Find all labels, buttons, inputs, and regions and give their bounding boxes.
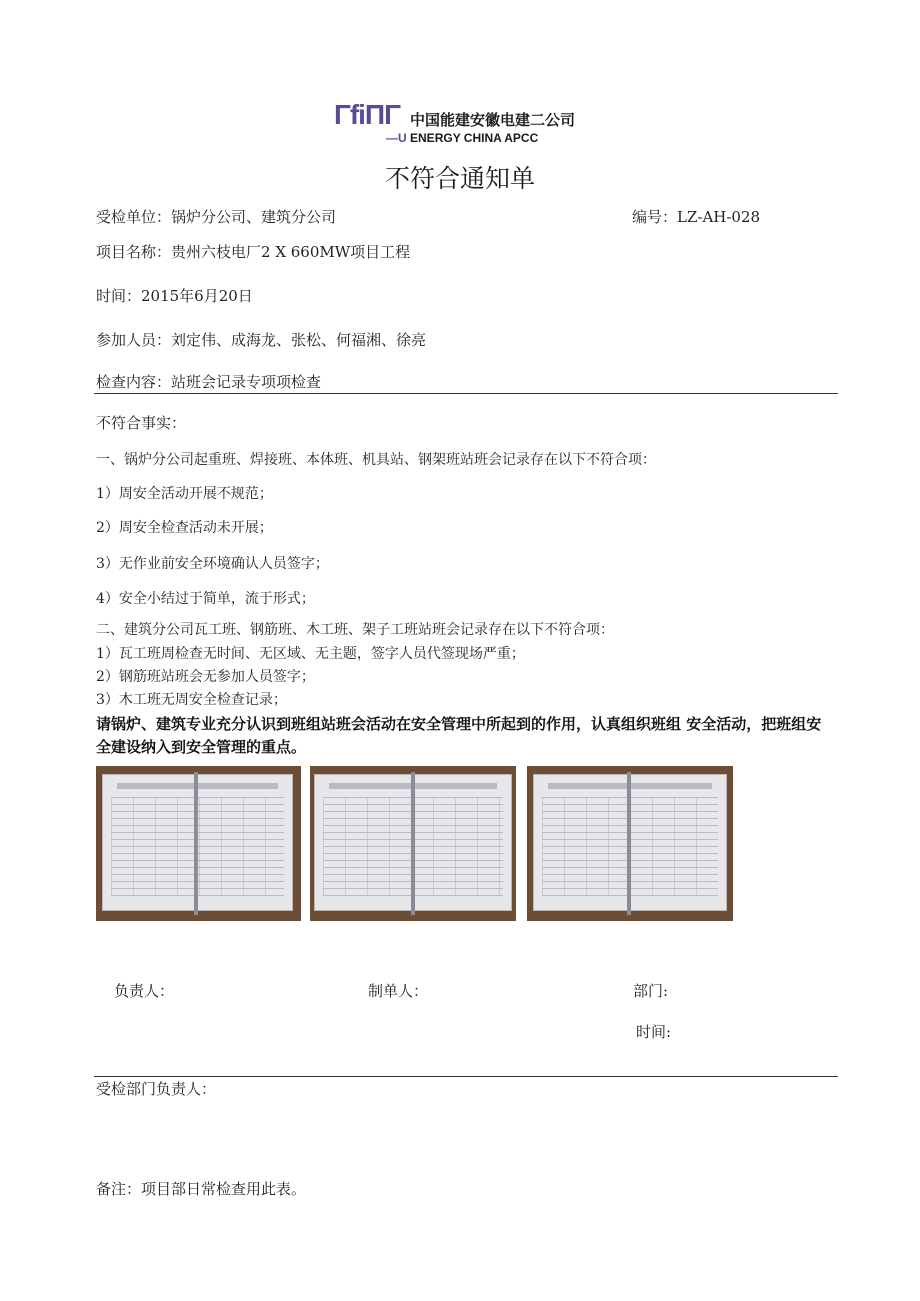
project-name: 项目名称：贵州六枝电厂2 X 660MW项目工程 [96, 243, 411, 261]
rectification-requirement: 请锅炉、建筑专业充分认识到班组站班会活动在安全管理中所起到的作用，认真组织班组 安全活动，把班组安全建设纳入到安全管理的重点。 [96, 715, 822, 756]
header-divider [94, 393, 838, 394]
prepared-by-label: 制单人： [368, 982, 429, 1000]
book-spine [194, 772, 198, 915]
book-spine [411, 772, 415, 915]
section1-item: 3）无作业前安全环境确认人员签字； [96, 556, 329, 572]
evidence-photo [96, 766, 301, 921]
section1-title: 一、锅炉分公司起重班、焊接班、本体班、机具站、钢架班站班会记录存在以下不符合项： [96, 452, 656, 468]
department-label: 部门: [633, 982, 669, 1000]
inspected-unit: 受检单位：锅炉分公司、建筑分公司 [96, 208, 337, 226]
logo-dash: —U [386, 131, 407, 145]
document-number: 编号：LZ-AH-028 [632, 208, 761, 226]
company-logo-mark: ΓfiΠΓ [334, 99, 400, 130]
section2-item: 1）瓦工班周检查无时间、无区域、无主题，签字人员代签现场严重； [96, 646, 525, 662]
section2-title: 二、建筑分公司瓦工班、钢筋班、木工班、架子工班站班会记录存在以下不符合项： [96, 622, 614, 638]
document-title: 不符合通知单 [384, 164, 535, 193]
company-name-cn: 中国能建安徽电建二公司 [410, 111, 576, 129]
remark: 备注：项目部日常检查用此表。 [96, 1180, 307, 1198]
signature-divider [94, 1076, 838, 1077]
participants: 参加人员：刘定伟、成海龙、张松、何福湘、徐亮 [96, 331, 427, 349]
inspected-dept-head-label: 受检部门负责人： [96, 1080, 217, 1098]
book-spine [627, 772, 631, 915]
section1-item: 1）周安全活动开展不规范； [96, 486, 273, 502]
section1-item: 2）周安全检查活动未开展； [96, 520, 273, 536]
inspection-time: 时间：2015年6月20日 [96, 287, 253, 305]
responsible-person-label: 负责人： [114, 982, 175, 1000]
section2-item: 3）木工班无周安全检查记录； [96, 692, 287, 708]
evidence-photo [310, 766, 516, 921]
facts-heading: 不符合事实： [96, 414, 187, 432]
evidence-photo [527, 766, 733, 921]
section2-item: 2）钢筋班站班会无参加人员签字； [96, 669, 315, 685]
company-name-en-text: ENERGY CHINA APCC [410, 131, 539, 145]
company-name-en [386, 130, 538, 146]
signature-time-label: 时间: [636, 1023, 672, 1041]
inspection-content: 检查内容：站班会记录专项项检查 [96, 373, 322, 391]
section1-item: 4）安全小结过于简单，流于形式； [96, 591, 315, 607]
